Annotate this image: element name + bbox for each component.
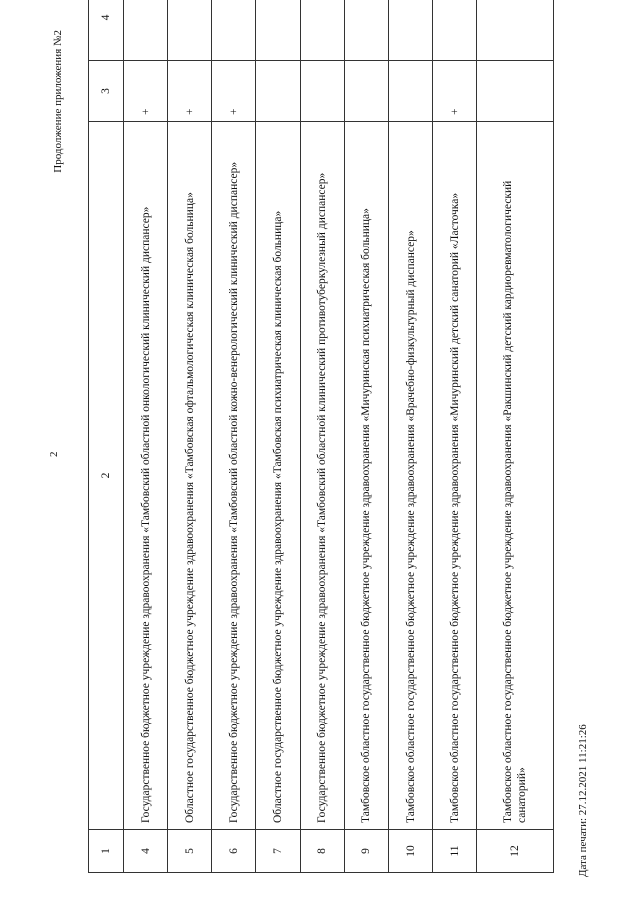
column-4-cell (433, 0, 477, 61)
row-number: 4 (124, 830, 168, 873)
table-row (256, 0, 300, 873)
column-4-cell (168, 0, 212, 61)
row-number: 8 (300, 830, 344, 873)
table-row (300, 0, 344, 873)
row-number: 6 (212, 830, 256, 873)
row-number: 11 (433, 830, 477, 873)
institution-name: Тамбовское областное государственное бюджетное учреждение здравоохранения «Мичуринская психиатрическая больница» (344, 122, 388, 830)
column-header-2: 2 (89, 122, 124, 830)
column-4-cell (388, 0, 432, 61)
table-row (433, 0, 477, 873)
column-3-mark (256, 61, 300, 122)
column-3-mark: + (124, 61, 168, 122)
institutions-table (88, 0, 554, 873)
column-4-cell (212, 0, 256, 61)
table-row (477, 0, 554, 873)
column-header-1: 1 (89, 830, 124, 873)
column-header-4: 4 (89, 0, 124, 61)
column-4-cell (477, 0, 554, 61)
table-row (388, 0, 432, 873)
institution-name: Государственное бюджетное учреждение здравоохранения «Тамбовский областной кожно-венерологический клинический диспансер» (212, 122, 256, 830)
institution-name: Областное государственное бюджетное учреждение здравоохранения «Тамбовская психиатрическая клиническая больница» (256, 122, 300, 830)
table-row (344, 0, 388, 873)
table-row (168, 0, 212, 873)
institution-name: Тамбовское областное государственное бюджетное учреждение здравоохранения «Врачебно-физкультурный диспансер» (388, 122, 432, 830)
page-number: 2 (48, 451, 60, 457)
table-row (212, 0, 256, 873)
institution-name: Тамбовское областное государственное бюджетное учреждение здравоохранения «Мичуринский детский санаторий «Ласточка» (433, 122, 477, 830)
table-row (124, 0, 168, 873)
column-3-mark: + (212, 61, 256, 122)
column-header-3: 3 (89, 61, 124, 122)
column-4-cell (256, 0, 300, 61)
column-3-mark: + (433, 61, 477, 122)
column-3-mark (344, 61, 388, 122)
institution-name: Государственное бюджетное учреждение здравоохранения «Тамбовский областной клинический противотуберкулезный диспансер» (300, 122, 344, 830)
institution-name: Тамбовское областное государственное бюджетное учреждение здравоохранения «Ракшинский детский кардиоревматологический санаторий» (477, 122, 554, 830)
column-4-cell (300, 0, 344, 61)
institution-name: Областное государственное бюджетное учреждение здравоохранения «Тамбовская офтальмологическая клиническая больница» (168, 122, 212, 830)
print-date: Дата печати: 27.12.2021 11:21:26 (577, 724, 589, 877)
column-3-mark (388, 61, 432, 122)
appendix-note: Продолжение приложения №2 (52, 30, 64, 173)
column-4-cell (344, 0, 388, 61)
row-number: 7 (256, 830, 300, 873)
row-number: 10 (388, 830, 432, 873)
column-3-mark (300, 61, 344, 122)
row-number: 5 (168, 830, 212, 873)
column-3-mark (477, 61, 554, 122)
row-number: 12 (477, 830, 554, 873)
column-3-mark: + (168, 61, 212, 122)
column-4-cell (124, 0, 168, 61)
table-header-row (89, 0, 124, 873)
row-number: 9 (344, 830, 388, 873)
institution-name: Государственное бюджетное учреждение здравоохранения «Тамбовский областной онкологический клинический диспансер» (124, 122, 168, 830)
